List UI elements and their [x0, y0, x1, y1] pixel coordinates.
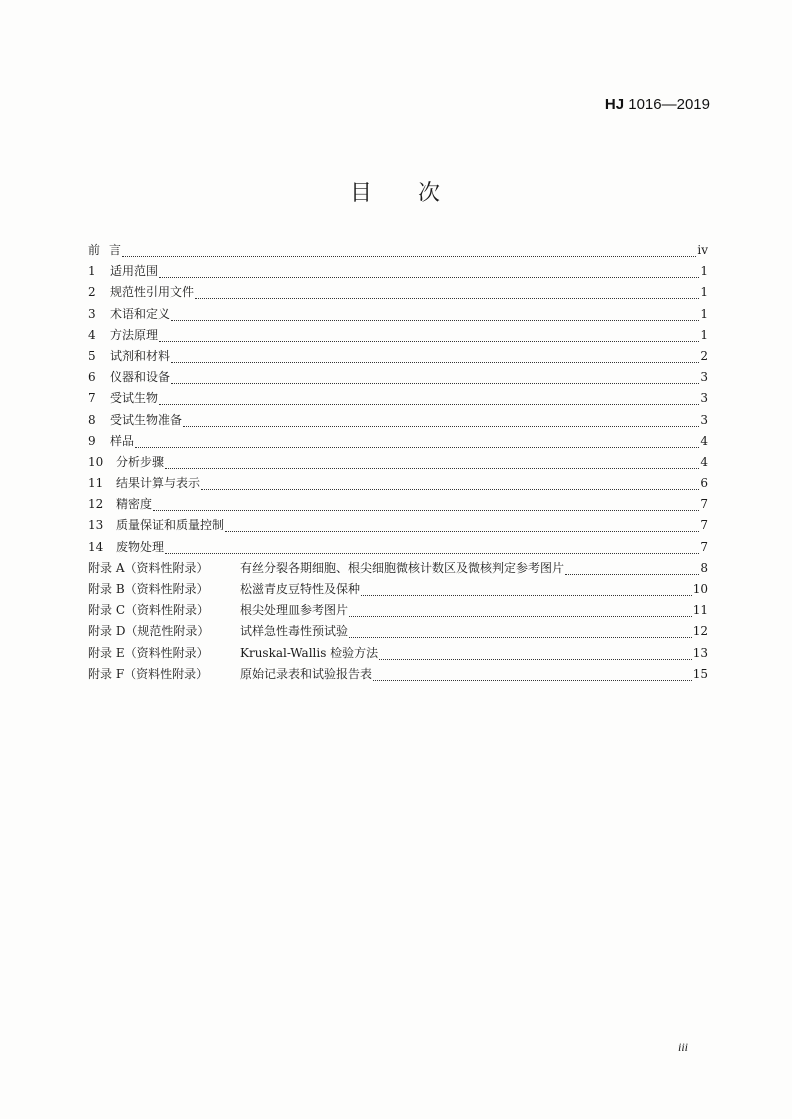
- toc-entry-page: 7: [700, 539, 708, 554]
- toc-entry-page: 11: [692, 603, 708, 618]
- standard-prefix: HJ: [604, 96, 625, 113]
- toc-entry-page: 7: [700, 518, 708, 533]
- toc-entry-label: 适用范围: [110, 264, 159, 279]
- toc-entry-number: 1: [88, 264, 96, 279]
- toc-entry-page: 1: [700, 285, 708, 300]
- toc-entry-label: 原始记录表和试验报告表: [240, 666, 373, 681]
- toc-entry[interactable]: [88, 410, 708, 431]
- table-of-contents: [88, 240, 708, 685]
- toc-leader-dots: [361, 581, 692, 596]
- toc-entry[interactable]: [88, 282, 708, 303]
- toc-entry-page: 1: [700, 264, 708, 279]
- toc-entry[interactable]: [88, 537, 708, 558]
- toc-entry-number: 8: [88, 412, 96, 427]
- toc-entry-label: 试样急性毒性预试验: [240, 624, 349, 639]
- toc-leader-dots: [165, 539, 699, 554]
- toc-entry-label: 试剂和材料: [110, 348, 171, 363]
- toc-entry-label: 有丝分裂各期细胞、根尖细胞微核计数区及微核判定参考图片: [240, 560, 565, 575]
- toc-leader-dots: [565, 560, 699, 575]
- toc-entry-number: 前: [88, 243, 101, 257]
- toc-leader-dots: [122, 242, 696, 257]
- toc-entry-page: 4: [700, 454, 708, 469]
- toc-entry-page: 3: [700, 370, 708, 385]
- toc-entry[interactable]: [88, 473, 708, 494]
- toc-entry-number: 10: [88, 454, 104, 469]
- toc-entry-number: 3: [88, 306, 96, 321]
- toc-entry-page: 7: [700, 497, 708, 512]
- toc-entry-number: 附录 D（规范性附录）: [88, 624, 210, 639]
- toc-leader-dots: [153, 496, 699, 511]
- toc-entry-label: 受试生物: [110, 391, 159, 406]
- toc-leader-dots: [171, 348, 699, 363]
- toc-leader-dots: [379, 645, 692, 660]
- toc-entry-page: 8: [700, 560, 708, 575]
- toc-entry-label: 根尖处理皿参考图片: [240, 603, 349, 618]
- toc-entry-number: 附录 E（资料性附录）: [88, 645, 209, 660]
- toc-entry[interactable]: [88, 431, 708, 452]
- toc-entry[interactable]: [88, 515, 708, 536]
- toc-entry[interactable]: [88, 579, 708, 600]
- toc-entry-number: 13: [88, 518, 104, 533]
- toc-entry-label: 仪器和设备: [110, 370, 171, 385]
- toc-entry[interactable]: [88, 600, 708, 621]
- toc-entry-label: 规范性引用文件: [110, 285, 195, 300]
- toc-entry-label: 分析步骤: [116, 454, 165, 469]
- toc-entry[interactable]: [88, 325, 708, 346]
- toc-entry-number: 附录 A（资料性附录）: [88, 560, 209, 575]
- toc-entry-label: 言: [109, 243, 122, 257]
- toc-entry-label: 样品: [110, 433, 135, 448]
- toc-entry-page: 4: [700, 433, 708, 448]
- toc-entry-page: 13: [692, 645, 708, 660]
- toc-entry-page: 10: [692, 582, 708, 596]
- toc-entry-label: 质量保证和质量控制: [116, 518, 225, 533]
- toc-leader-dots: [201, 475, 699, 490]
- toc-entry-page: 1: [700, 327, 708, 342]
- toc-entry-label: 废物处理: [116, 539, 165, 554]
- toc-entry-label: Kruskal-Wallis 检验方法: [240, 645, 379, 660]
- page-number: iii: [678, 1040, 689, 1054]
- toc-entry[interactable]: [88, 494, 708, 515]
- toc-entry-number: 附录 B（资料性附录）: [88, 582, 209, 596]
- toc-entry-page: 12: [692, 624, 708, 639]
- standard-number: 1016—2019: [628, 96, 710, 113]
- toc-leader-dots: [373, 666, 692, 681]
- toc-entry-page: 6: [700, 476, 708, 491]
- toc-leader-dots: [159, 263, 699, 278]
- toc-leader-dots: [349, 623, 692, 638]
- toc-entry[interactable]: [88, 558, 708, 579]
- page-title: [0, 176, 792, 207]
- toc-leader-dots: [171, 369, 699, 384]
- toc-leader-dots: [159, 390, 699, 405]
- toc-entry[interactable]: [88, 452, 708, 473]
- toc-entry-number: 9: [88, 433, 96, 448]
- toc-entry-number: 附录 C（资料性附录）: [88, 603, 209, 618]
- toc-entry-number: 5: [88, 348, 96, 363]
- toc-leader-dots: [135, 433, 699, 448]
- title-char-2: 次: [418, 181, 443, 206]
- toc-entry-label: 术语和定义: [110, 306, 171, 321]
- toc-entry-number: 14: [88, 539, 104, 554]
- standard-code: [605, 96, 710, 113]
- toc-leader-dots: [183, 412, 699, 427]
- toc-entry[interactable]: [88, 664, 708, 685]
- toc-entry-number: 附录 F（资料性附录）: [88, 666, 209, 681]
- toc-entry[interactable]: [88, 621, 708, 642]
- toc-entry[interactable]: [88, 240, 708, 261]
- toc-entry-number: 11: [88, 476, 104, 491]
- toc-entry[interactable]: [88, 643, 708, 664]
- toc-entry-label: 受试生物准备: [110, 412, 183, 427]
- toc-entry-number: 7: [88, 391, 96, 406]
- toc-entry-page: 3: [700, 412, 708, 427]
- title-char-1: 目: [349, 181, 374, 206]
- toc-entry-page: 1: [700, 306, 708, 321]
- toc-entry[interactable]: [88, 346, 708, 367]
- toc-entry-page: iv: [697, 243, 708, 257]
- toc-leader-dots: [165, 454, 699, 469]
- toc-leader-dots: [159, 327, 699, 342]
- toc-entry-number: 6: [88, 370, 96, 385]
- toc-entry-number: 12: [88, 497, 104, 512]
- toc-leader-dots: [195, 284, 699, 299]
- toc-entry-label: 松滋青皮豆特性及保种: [240, 582, 361, 596]
- toc-entry[interactable]: [88, 304, 708, 325]
- toc-entry-page: 3: [700, 391, 708, 406]
- toc-entry-number: 2: [88, 285, 96, 300]
- toc-entry-label: 结果计算与表示: [116, 476, 201, 491]
- toc-entry-page: 15: [692, 666, 708, 681]
- toc-leader-dots: [171, 306, 699, 321]
- toc-entry-number: 4: [88, 327, 96, 342]
- toc-entry[interactable]: [88, 388, 708, 409]
- toc-leader-dots: [225, 517, 699, 532]
- toc-entry[interactable]: [88, 367, 708, 388]
- toc-entry-label: 精密度: [116, 497, 153, 512]
- toc-entry-label: 方法原理: [110, 327, 159, 342]
- toc-entry[interactable]: [88, 261, 708, 282]
- toc-leader-dots: [349, 602, 692, 617]
- toc-entry-page: 2: [700, 348, 708, 363]
